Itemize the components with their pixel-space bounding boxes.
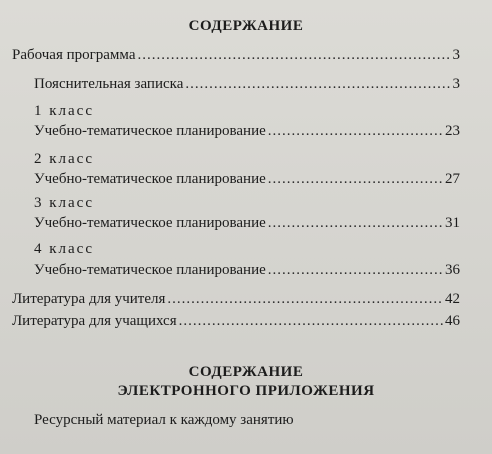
toc-page-number: 3 — [452, 76, 460, 92]
dot-leader — [268, 261, 443, 279]
toc-entry-grade-1-planning — [34, 122, 460, 140]
toc-entry-label: Литература для учителя — [12, 291, 166, 307]
toc-entry-grade-2-planning — [34, 170, 460, 188]
grade-heading-1: 1 класс — [34, 103, 94, 119]
toc-page-number: 27 — [445, 171, 460, 187]
dot-leader — [268, 170, 443, 188]
toc-page-number: 23 — [445, 123, 460, 139]
dot-leader — [137, 46, 450, 64]
toc-entry-label: Литература для учащихся — [12, 313, 177, 329]
toc-entry-student-literature — [12, 312, 460, 330]
dot-leader — [167, 290, 443, 308]
toc-page-number: 42 — [445, 291, 460, 307]
dot-leader — [268, 122, 443, 140]
toc-entry-label: Учебно-тематическое планирование — [34, 123, 266, 139]
toc-page-number: 3 — [452, 47, 460, 63]
toc-entry-label: Учебно-тематическое планирование — [34, 262, 266, 278]
toc-page-number: 31 — [445, 215, 460, 231]
toc-entry-label: Пояснительная записка — [34, 76, 184, 92]
grade-heading-4: 4 класс — [34, 241, 94, 257]
toc-entry-grade-4-planning — [34, 261, 460, 279]
electronic-title-line-1: СОДЕРЖАНИЕ — [188, 364, 304, 380]
toc-entry-label: Учебно-тематическое планирование — [34, 215, 266, 231]
toc-page-number: 46 — [445, 313, 460, 329]
toc-entry-work-program — [12, 46, 460, 64]
toc-page-number: 36 — [445, 262, 460, 278]
toc-entry-explanatory-note — [34, 75, 460, 93]
electronic-item-resource-material: Ресурсный материал к каждому занятию — [34, 412, 294, 428]
grade-heading-3: 3 класс — [34, 195, 94, 211]
electronic-title-line-2: ЭЛЕКТРОННОГО ПРИЛОЖЕНИЯ — [117, 383, 375, 399]
toc-entry-label: Учебно-тематическое планирование — [34, 171, 266, 187]
dot-leader — [179, 312, 443, 330]
toc-entry-teacher-literature — [12, 290, 460, 308]
dot-leader — [185, 75, 450, 93]
toc-entry-label: Рабочая программа — [12, 47, 136, 63]
dot-leader — [268, 214, 443, 232]
grade-heading-2: 2 класс — [34, 151, 94, 167]
toc-entry-grade-3-planning — [34, 214, 460, 232]
page-title: СОДЕРЖАНИЕ — [188, 18, 304, 34]
